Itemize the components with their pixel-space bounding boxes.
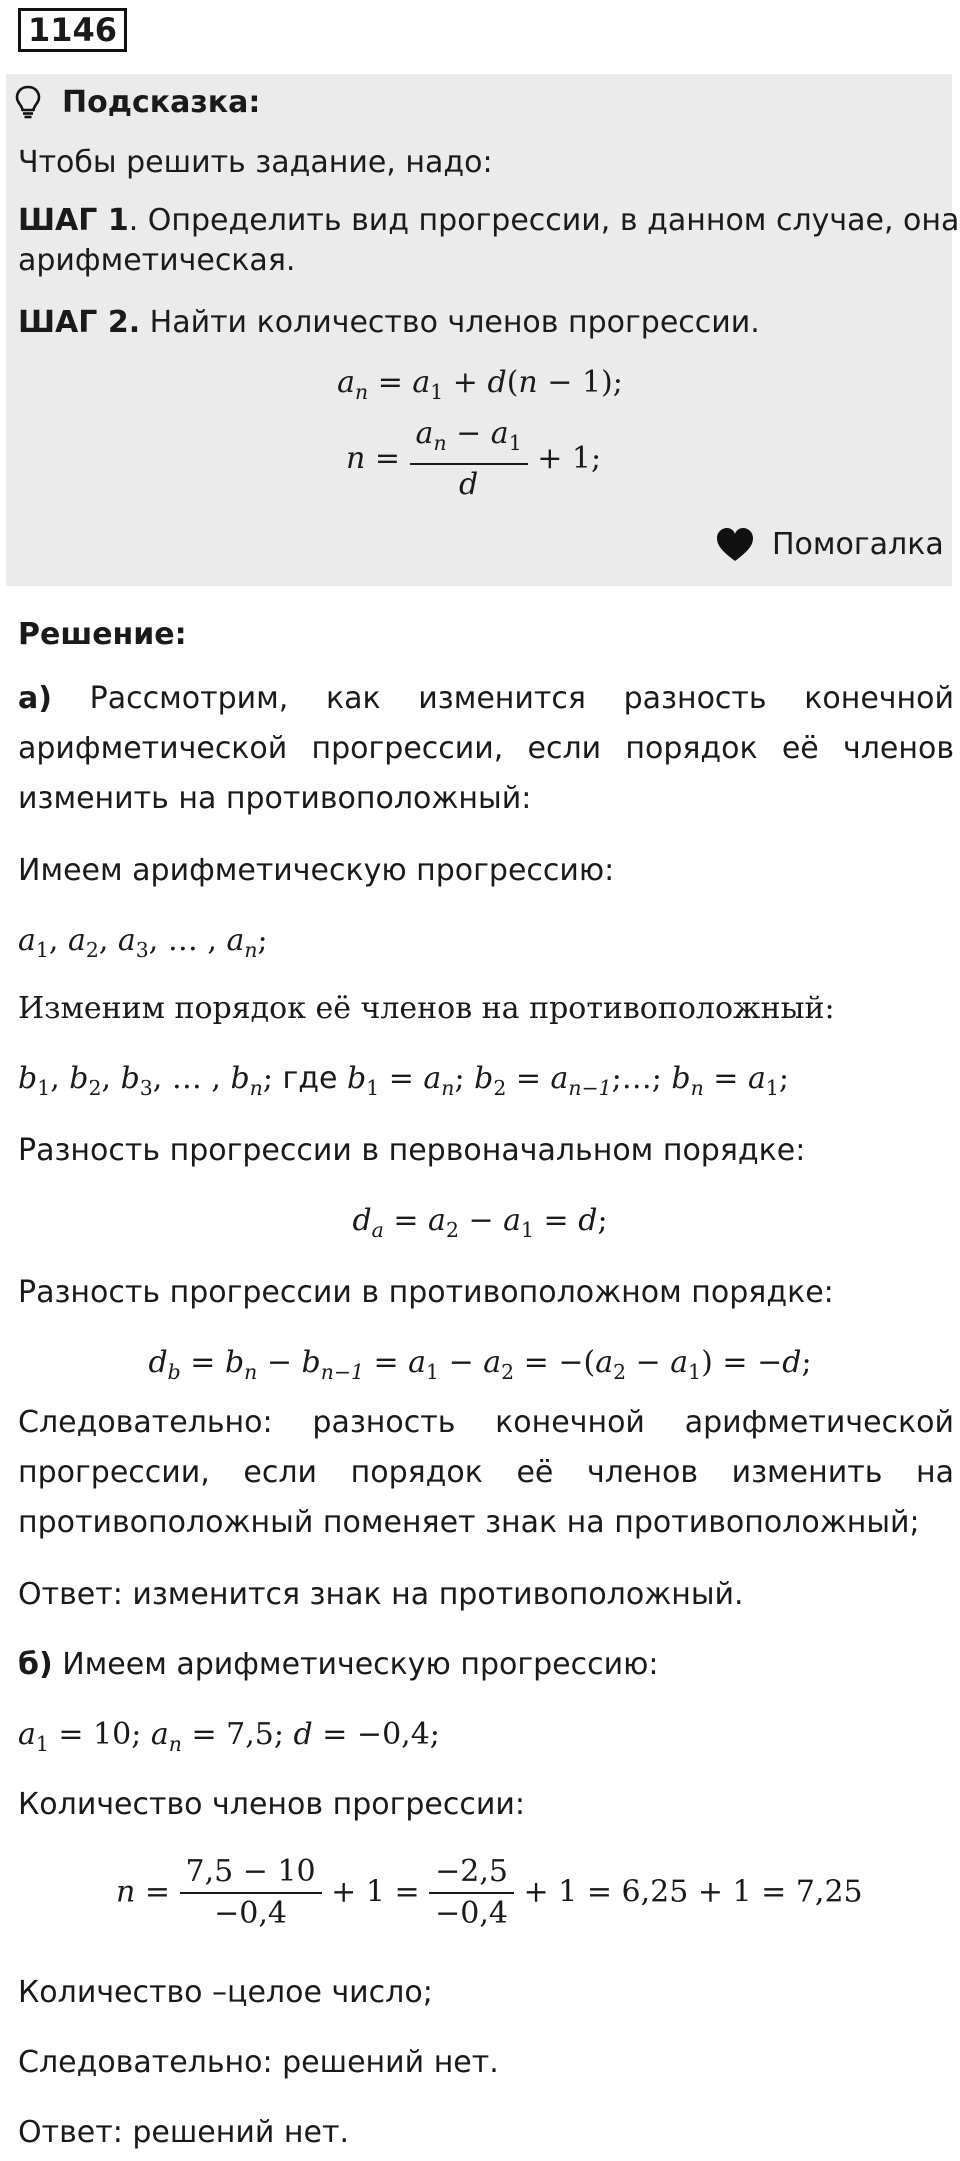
formula-count: n = $\frac{7,5 - 10}{-0,4}$ + 1 = $\frac{-2,5}{-0,4}$ + 1 = 6,25 + 1 = 7,25 [116, 1854, 863, 1931]
a-reverse: Изменим порядок её членов на противоположный: [18, 991, 835, 1026]
part-b-label: б) [18, 1647, 53, 1682]
brand-label: Помогалка [772, 527, 944, 562]
part-a-line2: арифметической прогрессии, если порядок её членов [18, 731, 954, 766]
b-integer: Количество –целое число; [18, 1975, 433, 2010]
hint-intro: Чтобы решить задание, надо: [18, 145, 493, 180]
a-line1-text: Рассмотрим, как изменится разность конечной [89, 681, 954, 716]
a-diff-rev: Разность прогрессии в противоположном порядке: [18, 1275, 834, 1310]
part-a-label: а) [18, 681, 52, 716]
hint-step1 [18, 202, 959, 240]
a-concl-line1: Следовательно: разность конечной арифметической [18, 1405, 954, 1440]
b-given: $a_1 = 10$; $a_n = 7,5$; d = −0,4; [18, 1717, 440, 1756]
hint-step1-cont: арифметическая. [18, 243, 296, 278]
solution-title: Решение: [18, 617, 187, 652]
sequence-b: $b_1$, $b_2$, $b_3$, … , $b_n$; где $b_1 = a_n$; $b_2$ = $a_{n-1};\dots$; $b_n = a_1$; [18, 1061, 789, 1100]
a-diff-orig: Разность прогрессии в первоначальном порядке: [18, 1133, 806, 1168]
step2-label: ШАГ 2. [18, 305, 141, 340]
formula-da: $d_a = a_2 - a_1 = d$; [352, 1203, 608, 1242]
sequence-a: $a_1$, $a_2$, $a_3$, … , $a_n$; [18, 923, 268, 962]
b-have: Имеем арифметическую прогрессию: [52, 1647, 659, 1682]
formula-an: $a_n = a_1 + d(n - 1)$; [337, 365, 623, 404]
a-have: Имеем арифметическую прогрессию: [18, 853, 615, 888]
a-concl-line3: противоположный поменяет знак на противоположный; [18, 1505, 920, 1540]
heart-icon [714, 526, 756, 564]
hint-title: Подсказка: [62, 85, 261, 120]
step1-text: . Определить вид прогрессии, в данном случае, она [128, 203, 960, 238]
hint-box [6, 74, 960, 586]
hint-step2 [18, 304, 760, 342]
lightbulb-icon [14, 84, 42, 120]
part-b-line [18, 1646, 658, 1684]
where-word: где [282, 1061, 338, 1096]
formula-n: n = $\frac{a_n - a_1}{d}$ + 1; [346, 416, 602, 502]
a-concl-line2: прогрессии, если порядок её членов изменить на [18, 1455, 954, 1490]
b-concl: Следовательно: решений нет. [18, 2045, 499, 2080]
task-number: 1146 [18, 8, 127, 52]
a-answer: Ответ: изменится знак на противоположный. [18, 1577, 744, 1612]
step2-text: Найти количество членов прогрессии. [140, 305, 760, 340]
formula-db: $d_b = b_n - b_{n-1} = a_1 - a_2 = -(a_2 - a_1) = -d$; [148, 1345, 812, 1384]
step1-label: ШАГ 1 [18, 203, 129, 238]
b-answer: Ответ: решений нет. [18, 2115, 349, 2150]
part-a-line1 [18, 680, 954, 718]
b-count: Количество членов прогрессии: [18, 1787, 525, 1822]
part-a-line3: изменить на противоположный: [18, 781, 532, 816]
